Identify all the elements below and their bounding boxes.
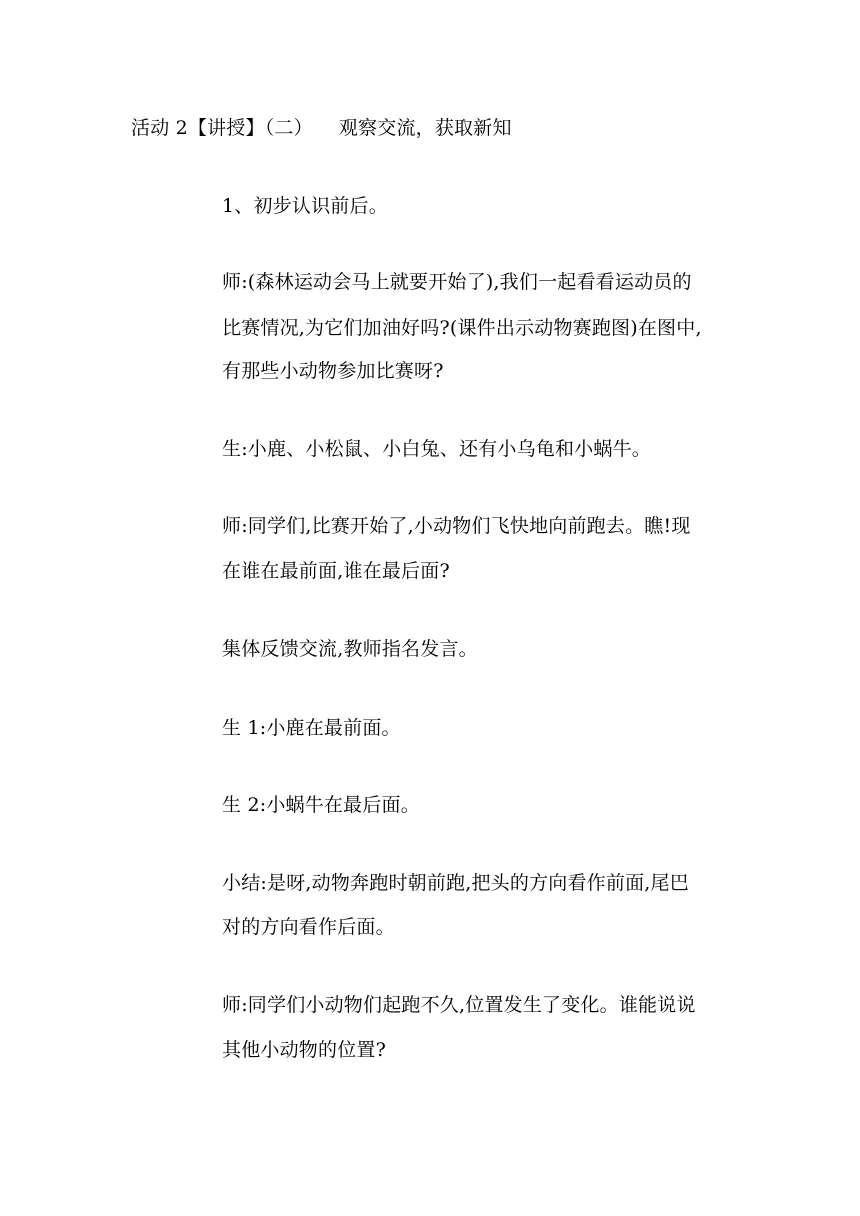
paragraph-line: 其他小动物的位置? xyxy=(222,1039,386,1061)
paragraph-line: 生 1:小鹿在最前面。 xyxy=(222,717,401,739)
paragraph-line: 有那些小动物参加比赛呀? xyxy=(222,360,444,382)
section-heading-label: 活动 2【讲授】（二） xyxy=(131,117,313,139)
paragraph-line: 生 2:小蜗牛在最后面。 xyxy=(222,794,420,816)
section-heading xyxy=(131,116,512,140)
section-heading-title: 观察交流，获取新知 xyxy=(338,117,512,139)
paragraph-line: 师:(森林运动会马上就要开始了),我们一起看看运动员的 xyxy=(222,271,692,293)
paragraph-line: 比赛情况,为它们加油好吗?(课件出示动物赛跑图)在图中, xyxy=(222,317,702,339)
paragraph-line: 师:同学们,比赛开始了,小动物们飞快地向前跑去。瞧!现 xyxy=(222,515,691,537)
paragraph-line: 对的方向看作后面。 xyxy=(222,916,395,938)
paragraph-line: 小结:是呀,动物奔跑时朝前跑,把头的方向看作前面,尾巴 xyxy=(222,872,689,894)
paragraph-line: 集体反馈交流,教师指名发言。 xyxy=(222,638,478,660)
paragraph-item-1: 1、初步认识前后。 xyxy=(222,195,388,217)
paragraph-line: 在谁在最前面,谁在最后面? xyxy=(222,560,450,582)
paragraph-line: 师:同学们小动物们起跑不久,位置发生了变化。谁能说说 xyxy=(222,994,696,1016)
paragraph-line: 生:小鹿、小松鼠、小白兔、还有小乌龟和小蜗牛。 xyxy=(222,438,652,460)
